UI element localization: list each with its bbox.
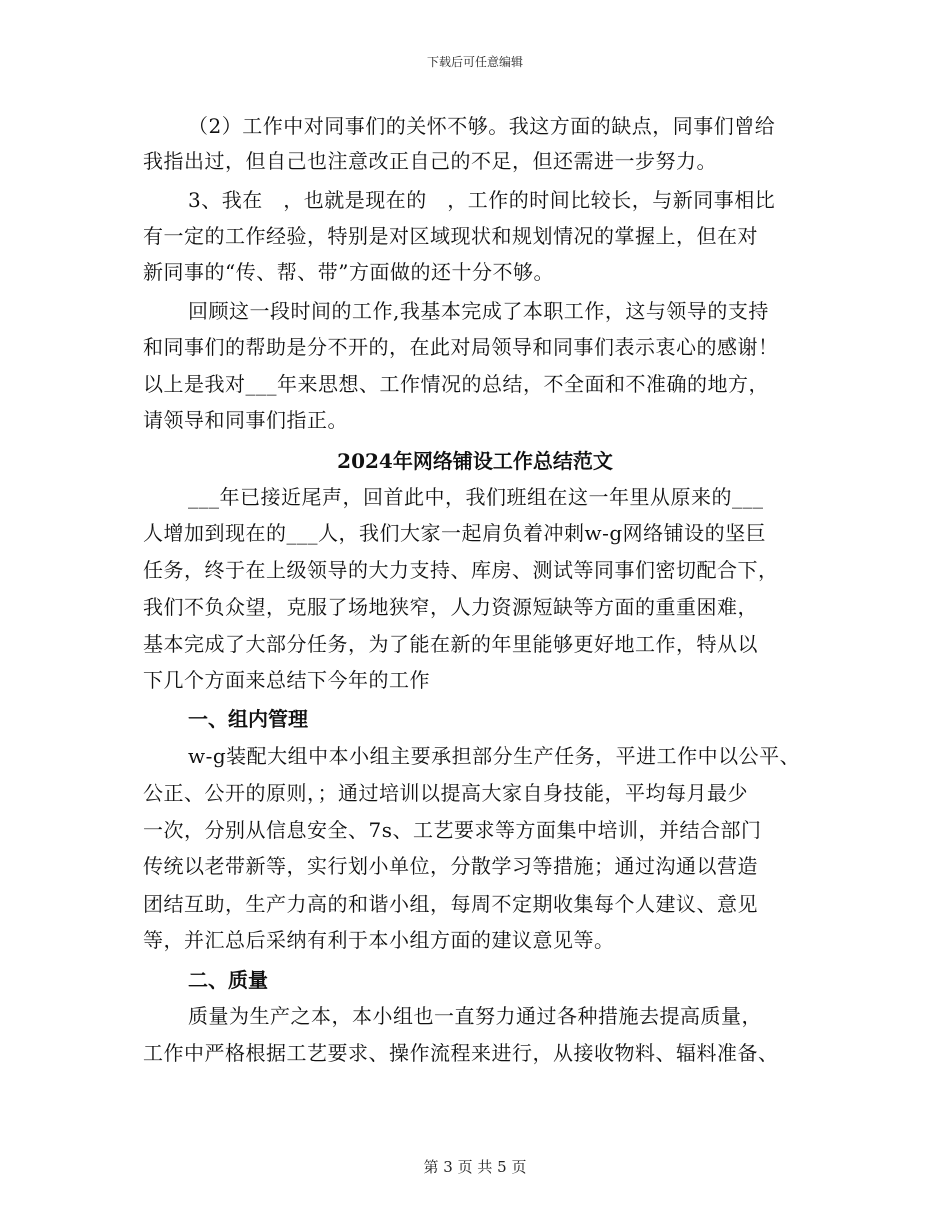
paragraph-line: 团结互助，生产力高的和谐小组，每周不定期收集每个人建议、意见 [143,892,758,916]
paragraph-line: 回顾这一段时间的工作,我基本完成了本职工作，这与领导的支持 [188,299,769,323]
paragraph-line: 和同事们的帮助是分不开的，在此对局领导和同事们表示衷心的感谢！ [143,335,779,359]
paragraph-line: 公正、公开的原则，；通过培训以提高大家自身技能，平均每月最少 [143,781,748,805]
paragraph-line: ___年已接近尾声，回首此中，我们班组在这一年里从原来的___ [188,485,764,509]
paragraph-line: 一次，分别从信息安全、7s、工艺要求等方面集中培训，并结合部门 [143,818,762,842]
section-heading-management: 一、组内管理 [188,707,308,731]
paragraph-line: 以上是我对___年来思想、工作情况的总结，不全面和不准确的地方， [143,372,769,396]
paragraph-line: 3、我在 ，也就是现在的 ，工作的时间比较长，与新同事相比 [188,188,776,212]
paragraph-line: 下几个方面来总结下今年的工作 [143,668,430,692]
paragraph-line: 质量为生产之本，本小组也一直努力通过各种措施去提高质量， [188,1004,762,1028]
paragraph-line: 基本完成了大部分任务，为了能在新的年里能够更好地工作，特从以 [143,632,758,656]
paragraph-line: 我们不负众望，克服了场地狭窄，人力资源短缺等方面的重重困难， [143,595,758,619]
document-title: 2024年网络铺设工作总结范文 [337,449,613,473]
paragraph-line: 传统以老带新等，实行划小单位，分散学习等措施；通过沟通以营造 [143,854,758,878]
paragraph-line: 有一定的工作经验，特别是对区域现状和规划情况的掌握上，但在对 [143,224,758,248]
paragraph-line: 任务，终于在上级领导的大力支持、库房、测试等同事们密切配合下， [143,558,779,582]
paragraph-line: （2）工作中对同事们的关怀不够。我这方面的缺点，同事们曾给 [188,114,776,138]
page-header: 下载后可任意编辑 [426,55,523,69]
paragraph-line: 我指出过，但自己也注意改正自己的不足，但还需进一步努力。 [143,149,717,173]
paragraph-line: 等，并汇总后采纳有利于本小组方面的建议意见等。 [143,928,615,952]
section-heading-quality: 二、质量 [188,968,268,992]
paragraph-line: 人增加到现在的___人，我们大家一起肩负着冲刺w-g网络铺设的坚巨 [143,521,767,545]
paragraph-line: 请领导和同事们指正。 [143,408,348,432]
paragraph-line: 工作中严格根据工艺要求、操作流程来进行，从接收物料、辐料准备、 [143,1041,779,1065]
paragraph-line: w-g装配大组中本小组主要承担部分生产任务，平进工作中以公平、 [188,744,801,768]
paragraph-line: 新同事的“传、帮、带”方面做的还十分不够。 [143,260,554,284]
page-footer: 第 3 页 共 5 页 [423,1158,527,1176]
